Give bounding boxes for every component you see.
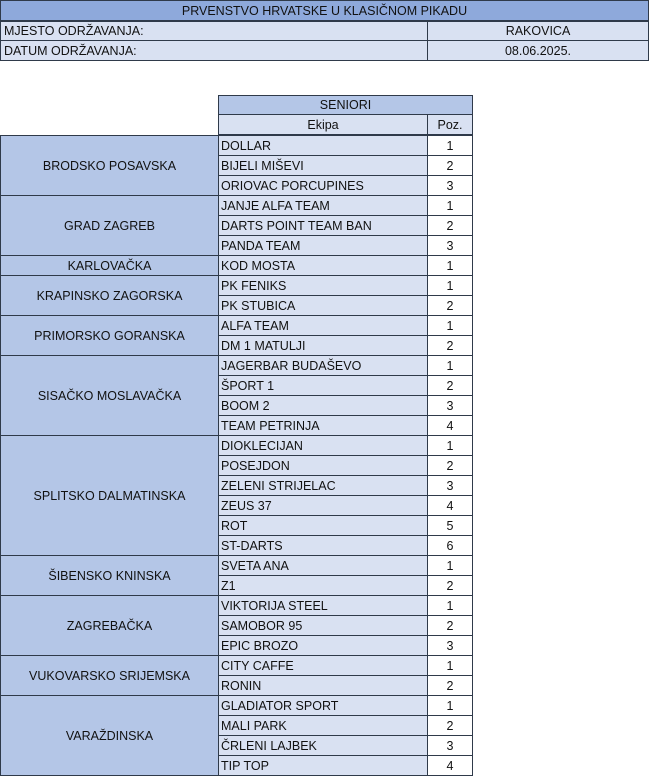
team-position: 2 xyxy=(427,455,473,476)
team-position: 2 xyxy=(427,155,473,176)
region-cell: VARAŽDINSKA xyxy=(0,695,219,776)
team-name: EPIC BROZO xyxy=(218,635,428,656)
team-position: 2 xyxy=(427,375,473,396)
team-position: 4 xyxy=(427,415,473,436)
team-position: 3 xyxy=(427,395,473,416)
team-position: 4 xyxy=(427,495,473,516)
team-name: ALFA TEAM xyxy=(218,315,428,336)
team-name: ROT xyxy=(218,515,428,536)
team-position: 2 xyxy=(427,615,473,636)
team-position: 3 xyxy=(427,475,473,496)
team-position: 2 xyxy=(427,215,473,236)
team-position: 1 xyxy=(427,255,473,276)
team-position: 1 xyxy=(427,695,473,716)
team-name: ŠPORT 1 xyxy=(218,375,428,396)
team-position: 2 xyxy=(427,715,473,736)
team-name: DIOKLECIJAN xyxy=(218,435,428,456)
team-name: VIKTORIJA STEEL xyxy=(218,595,428,616)
region-cell: KRAPINSKO ZAGORSKA xyxy=(0,275,219,316)
team-name: SAMOBOR 95 xyxy=(218,615,428,636)
team-name: ZELENI STRIJELAC xyxy=(218,475,428,496)
team-name: PK STUBICA xyxy=(218,295,428,316)
team-name: Z1 xyxy=(218,575,428,596)
region-cell: PRIMORSKO GORANSKA xyxy=(0,315,219,356)
location-value: RAKOVICA xyxy=(427,21,649,41)
team-position: 1 xyxy=(427,555,473,576)
team-name: DOLLAR xyxy=(218,135,428,156)
team-name: ST-DARTS xyxy=(218,535,428,556)
column-header-team: Ekipa xyxy=(218,114,428,135)
region-cell: GRAD ZAGREB xyxy=(0,195,219,256)
team-position: 1 xyxy=(427,655,473,676)
team-position: 6 xyxy=(427,535,473,556)
date-value: 08.06.2025. xyxy=(427,40,649,61)
region-cell: ŠIBENSKO KNINSKA xyxy=(0,555,219,596)
team-name: TEAM PETRINJA xyxy=(218,415,428,436)
team-position: 2 xyxy=(427,575,473,596)
team-name: CITY CAFFE xyxy=(218,655,428,676)
team-name: MALI PARK xyxy=(218,715,428,736)
region-cell: KARLOVAČKA xyxy=(0,255,219,276)
region-cell: ZAGREBAČKA xyxy=(0,595,219,656)
team-position: 4 xyxy=(427,755,473,776)
team-position: 1 xyxy=(427,195,473,216)
team-position: 2 xyxy=(427,675,473,696)
team-position: 1 xyxy=(427,435,473,456)
team-position: 1 xyxy=(427,315,473,336)
team-name: GLADIATOR SPORT xyxy=(218,695,428,716)
team-name: ORIOVAC PORCUPINES xyxy=(218,175,428,196)
team-name: ZEUS 37 xyxy=(218,495,428,516)
column-header-position: Poz. xyxy=(427,114,473,135)
team-name: BIJELI MIŠEVI xyxy=(218,155,428,176)
team-position: 3 xyxy=(427,175,473,196)
team-name: PANDA TEAM xyxy=(218,235,428,256)
date-label: DATUM ODRŽAVANJA: xyxy=(0,40,428,61)
team-name: DARTS POINT TEAM BAN xyxy=(218,215,428,236)
location-label: MJESTO ODRŽAVANJA: xyxy=(0,21,428,41)
team-position: 1 xyxy=(427,275,473,296)
page-title: PRVENSTVO HRVATSKE U KLASIČNOM PIKADU xyxy=(0,0,649,21)
team-name: ČRLENI LAJBEK xyxy=(218,735,428,756)
team-position: 2 xyxy=(427,335,473,356)
team-position: 3 xyxy=(427,635,473,656)
region-cell: SISAČKO MOSLAVAČKA xyxy=(0,355,219,436)
team-position: 1 xyxy=(427,135,473,156)
team-position: 5 xyxy=(427,515,473,536)
team-name: POSEJDON xyxy=(218,455,428,476)
team-name: SVETA ANA xyxy=(218,555,428,576)
team-name: KOD MOSTA xyxy=(218,255,428,276)
team-position: 3 xyxy=(427,735,473,756)
team-name: BOOM 2 xyxy=(218,395,428,416)
team-name: RONIN xyxy=(218,675,428,696)
category-header: SENIORI xyxy=(218,95,473,115)
region-cell: SPLITSKO DALMATINSKA xyxy=(0,435,219,556)
team-position: 3 xyxy=(427,235,473,256)
team-name: JANJE ALFA TEAM xyxy=(218,195,428,216)
team-name: TIP TOP xyxy=(218,755,428,776)
team-name: PK FENIKS xyxy=(218,275,428,296)
team-position: 2 xyxy=(427,295,473,316)
team-name: DM 1 MATULJI xyxy=(218,335,428,356)
team-position: 1 xyxy=(427,595,473,616)
region-cell: BRODSKO POSAVSKA xyxy=(0,135,219,196)
team-position: 1 xyxy=(427,355,473,376)
region-cell: VUKOVARSKO SRIJEMSKA xyxy=(0,655,219,696)
team-name: JAGERBAR BUDAŠEVO xyxy=(218,355,428,376)
